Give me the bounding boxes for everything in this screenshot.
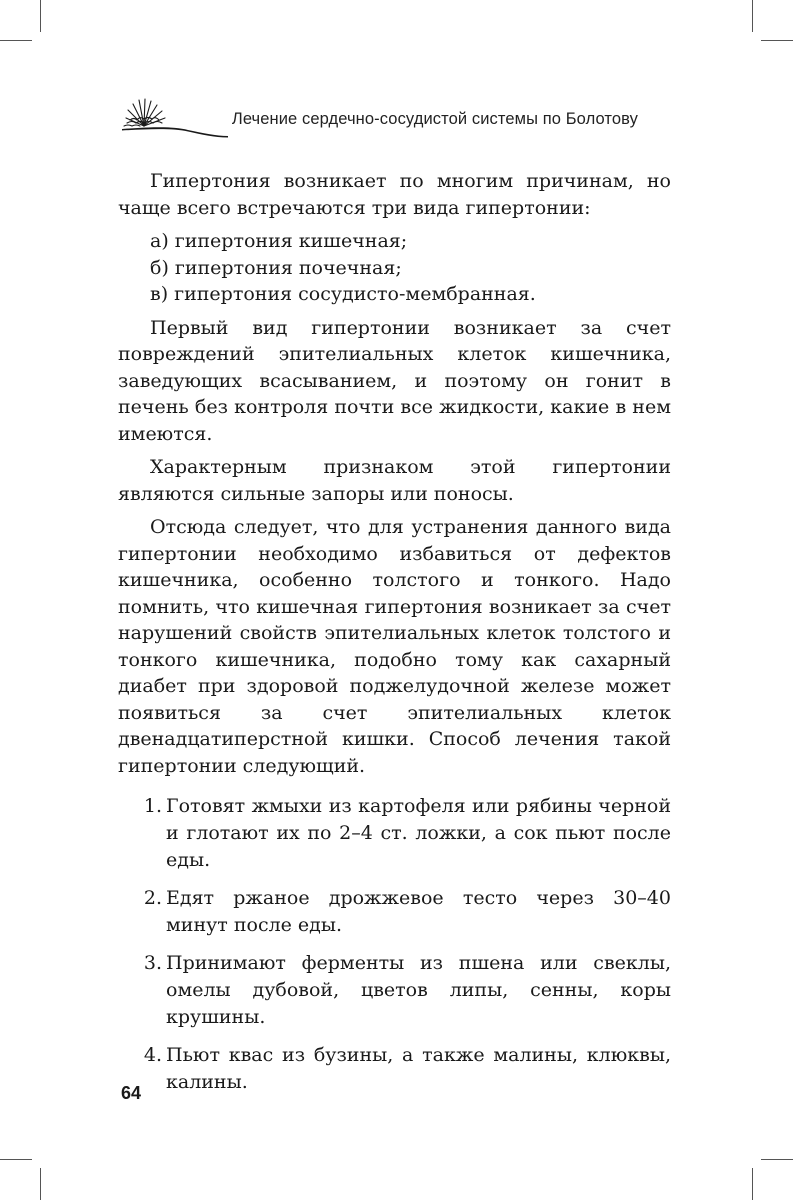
crop-mark-top-right [752, 0, 753, 32]
paragraph-first-type: Первый вид гипертонии возникает за счет повреждений эпителиальных клеток кишечника, заведующих всасыванием, и поэтому он гонит в печень без контроля почти все жидкости, какие в нем имеются. [118, 316, 671, 445]
step-text: Принимают ферменты из пшена или свеклы, омелы дубовой, цветов липы, сенны, коры крушины. [166, 952, 671, 1028]
crop-mark-right-bottom [761, 1159, 793, 1160]
hypertension-type-b: б) гипертония почечная; [150, 256, 402, 279]
hypertension-type-a: а) гипертония кишечная; [150, 230, 408, 252]
page-content [118, 168, 671, 1107]
page-number: 64 [121, 1083, 142, 1103]
crop-mark-right-top [761, 40, 793, 41]
step-text: Едят ржаное дрожжевое тесто через 30–40 минут после еды. [166, 887, 671, 936]
crop-mark-bottom-right [752, 1168, 753, 1200]
crop-mark-left-top [0, 40, 32, 41]
step-number: 3. [143, 952, 162, 974]
step-number: 4. [143, 1044, 162, 1066]
list-item [118, 885, 671, 939]
list-item [118, 793, 671, 874]
paragraph-treatment-intro: Отсюда следует, что для устранения данного вида гипертонии необходимо избавиться от дефектов кишечника, особенно толстого и тонкого. Надо помнить, что кишечная гипертония возникает за счет нарушений свойств эпителиальных клеток толстого и тонкого кишечника, подобно тому как сахарный диабет при здоровой поджелудочной железе может появиться за счет эпителиальных клеток двенадцатиперстной кишки. Способ лечения такой гипертонии следующий. [118, 516, 671, 777]
paragraph-symptom: Характерным признаком этой гипертонии являются сильные запоры или поносы. [118, 456, 671, 505]
header-title: Лечение сердечно-сосудистой системы по Болотову [231, 110, 638, 128]
sunrise-logo-icon [118, 96, 228, 138]
crop-mark-bottom-left [40, 1168, 41, 1200]
step-text: Готовят жмыхи из картофеля или рябины черной и глотают их по 2–4 ст. ложки, а сок пьют после еды. [166, 795, 671, 871]
intro-paragraph: Гипертония возникает по многим причинам, но чаще всего встречаются три вида гипертонии: [118, 170, 671, 219]
hypertension-type-c: в) гипертония сосудисто-мембранная. [150, 283, 536, 305]
step-text: Пьют квас из бузины, а также малины, клюквы, калины. [166, 1044, 671, 1093]
list-item [118, 1042, 671, 1096]
crop-mark-top-left [40, 0, 41, 32]
list-item [118, 950, 671, 1031]
running-header [118, 96, 656, 138]
step-number: 2. [143, 887, 162, 909]
step-number: 1. [143, 795, 162, 817]
treatment-steps-list [118, 793, 671, 1096]
crop-mark-left-bottom [0, 1159, 32, 1160]
